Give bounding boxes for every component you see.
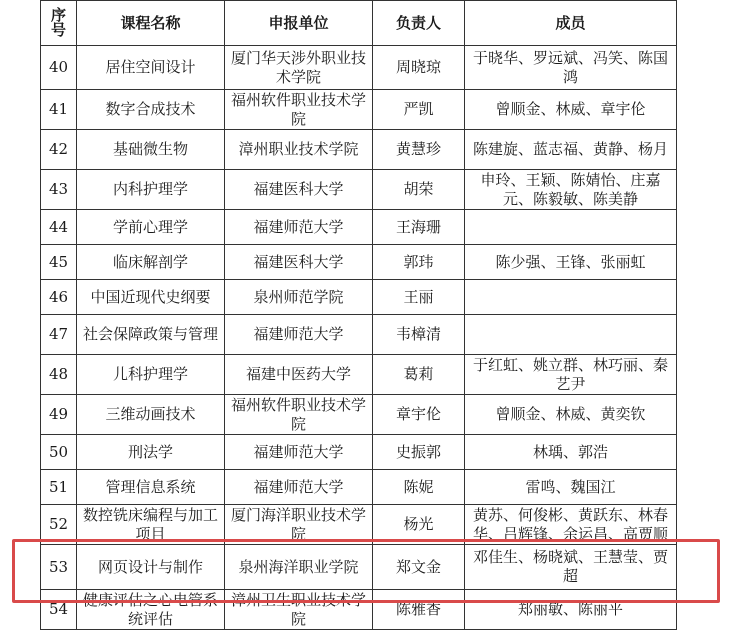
table-row bbox=[41, 90, 677, 130]
cell-leader: 杨光 bbox=[373, 505, 465, 545]
cell-school: 福建师范大学 bbox=[225, 435, 373, 470]
cell-members: 陈建旋、蓝志福、黄静、杨月 bbox=[465, 130, 677, 170]
cell-seq: 52 bbox=[41, 505, 77, 545]
cell-seq: 50 bbox=[41, 435, 77, 470]
cell-seq: 54 bbox=[41, 590, 77, 630]
cell-members: 曾顺金、林威、章宇伦 bbox=[465, 90, 677, 130]
cell-seq: 43 bbox=[41, 170, 77, 210]
cell-course: 中国近现代史纲要 bbox=[77, 280, 225, 315]
cell-course: 基础微生物 bbox=[77, 130, 225, 170]
cell-seq: 48 bbox=[41, 355, 77, 395]
cell-school: 厦门华天涉外职业技术学院 bbox=[225, 46, 373, 90]
table-row bbox=[41, 245, 677, 280]
cell-members bbox=[465, 210, 677, 245]
cell-course: 三维动画技术 bbox=[77, 395, 225, 435]
cell-members: 申玲、王颖、陈婧怡、庄嘉元、陈毅敏、陈美静 bbox=[465, 170, 677, 210]
cell-seq: 44 bbox=[41, 210, 77, 245]
cell-course: 刑法学 bbox=[77, 435, 225, 470]
cell-members: 于晓华、罗远斌、冯笑、陈国鸿 bbox=[465, 46, 677, 90]
header-seq-label: 序 号 bbox=[50, 6, 66, 39]
table-row bbox=[41, 395, 677, 435]
cell-members: 雷鸣、魏国江 bbox=[465, 470, 677, 505]
cell-leader: 王丽 bbox=[373, 280, 465, 315]
table-row bbox=[41, 280, 677, 315]
cell-members: 林瑀、郭浩 bbox=[465, 435, 677, 470]
cell-seq: 51 bbox=[41, 470, 77, 505]
cell-course: 内科护理学 bbox=[77, 170, 225, 210]
cell-seq: 49 bbox=[41, 395, 77, 435]
cell-seq: 46 bbox=[41, 280, 77, 315]
cell-school: 厦门海洋职业技术学院 bbox=[225, 505, 373, 545]
table-row bbox=[41, 435, 677, 470]
header-school: 申报单位 bbox=[225, 1, 373, 46]
cell-members: 邓佳生、杨晓斌、王慧莹、贾超 bbox=[465, 545, 677, 590]
table-row bbox=[41, 470, 677, 505]
cell-leader: 韦樟清 bbox=[373, 315, 465, 355]
cell-leader: 周晓琼 bbox=[373, 46, 465, 90]
table-row bbox=[41, 355, 677, 395]
table-row bbox=[41, 46, 677, 90]
cell-school: 福建医科大学 bbox=[225, 170, 373, 210]
cell-leader: 严凯 bbox=[373, 90, 465, 130]
table-row bbox=[41, 545, 677, 590]
cell-school: 福建师范大学 bbox=[225, 210, 373, 245]
cell-course: 数控铣床编程与加工项目 bbox=[77, 505, 225, 545]
cell-course: 临床解剖学 bbox=[77, 245, 225, 280]
table-row bbox=[41, 590, 677, 630]
table-header-row bbox=[41, 1, 677, 46]
cell-school: 福建师范大学 bbox=[225, 315, 373, 355]
cell-school: 泉州海洋职业学院 bbox=[225, 545, 373, 590]
cell-leader: 郭玮 bbox=[373, 245, 465, 280]
header-leader: 负责人 bbox=[373, 1, 465, 46]
header-seq bbox=[41, 1, 77, 46]
cell-school: 福州软件职业技术学院 bbox=[225, 90, 373, 130]
cell-seq: 53 bbox=[41, 545, 77, 590]
cell-school: 福建医科大学 bbox=[225, 245, 373, 280]
cell-course: 儿科护理学 bbox=[77, 355, 225, 395]
table-row bbox=[41, 170, 677, 210]
cell-members: 陈少强、王锋、张丽虹 bbox=[465, 245, 677, 280]
cell-seq: 40 bbox=[41, 46, 77, 90]
course-list-table bbox=[40, 0, 677, 630]
cell-members: 郑丽敏、陈丽平 bbox=[465, 590, 677, 630]
cell-leader: 陈雅香 bbox=[373, 590, 465, 630]
cell-members: 黄苏、何俊彬、黄跃东、林春华、吕辉锋、余运昌、高贾顺 bbox=[465, 505, 677, 545]
cell-school: 福建中医药大学 bbox=[225, 355, 373, 395]
cell-leader: 胡荣 bbox=[373, 170, 465, 210]
cell-members: 曾顺金、林威、黄奕钦 bbox=[465, 395, 677, 435]
header-course: 课程名称 bbox=[77, 1, 225, 46]
cell-seq: 41 bbox=[41, 90, 77, 130]
cell-members: 于红虹、姚立群、林巧丽、秦艺尹 bbox=[465, 355, 677, 395]
cell-school: 泉州师范学院 bbox=[225, 280, 373, 315]
header-members: 成员 bbox=[465, 1, 677, 46]
cell-leader: 郑文金 bbox=[373, 545, 465, 590]
cell-leader: 葛莉 bbox=[373, 355, 465, 395]
cell-course: 居住空间设计 bbox=[77, 46, 225, 90]
cell-leader: 史振郭 bbox=[373, 435, 465, 470]
cell-school: 漳州卫生职业技术学院 bbox=[225, 590, 373, 630]
cell-seq: 45 bbox=[41, 245, 77, 280]
table-row bbox=[41, 210, 677, 245]
cell-leader: 黄慧珍 bbox=[373, 130, 465, 170]
cell-course: 网页设计与制作 bbox=[77, 545, 225, 590]
cell-course: 学前心理学 bbox=[77, 210, 225, 245]
cell-leader: 陈妮 bbox=[373, 470, 465, 505]
cell-school: 福州软件职业技术学院 bbox=[225, 395, 373, 435]
cell-course: 数字合成技术 bbox=[77, 90, 225, 130]
cell-seq: 42 bbox=[41, 130, 77, 170]
table-row bbox=[41, 130, 677, 170]
cell-school: 漳州职业技术学院 bbox=[225, 130, 373, 170]
cell-members bbox=[465, 280, 677, 315]
table-row bbox=[41, 505, 677, 545]
cell-members bbox=[465, 315, 677, 355]
cell-course: 管理信息系统 bbox=[77, 470, 225, 505]
cell-leader: 王海珊 bbox=[373, 210, 465, 245]
cell-course: 社会保障政策与管理 bbox=[77, 315, 225, 355]
table-row bbox=[41, 315, 677, 355]
cell-course: 健康评估之心电管系统评估 bbox=[77, 590, 225, 630]
cell-leader: 章宇伦 bbox=[373, 395, 465, 435]
cell-school: 福建师范大学 bbox=[225, 470, 373, 505]
cell-seq: 47 bbox=[41, 315, 77, 355]
